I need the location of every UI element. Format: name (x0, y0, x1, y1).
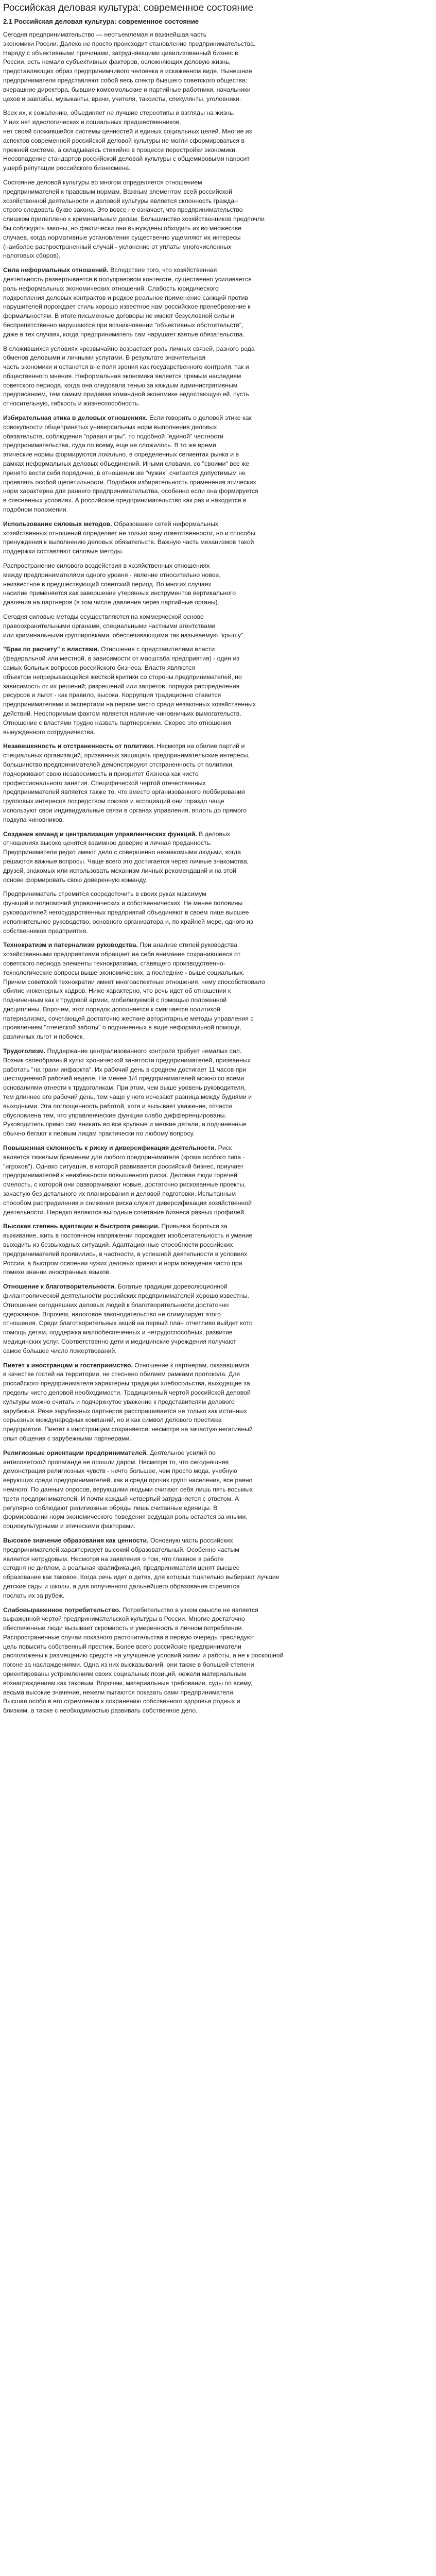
paragraph-text: Привычка бороться за выживание, жить в постоянном напряжении порождает изобретательность и умение выходить из безвыходных ситуаций. Адаптационные способности российских предпринимателей проявились, в частности, в успешной деятельности в условиях России, а быстром освоении чужих деловых правил и норм поведения часто при помехе знании иностранных языков. (3, 1223, 253, 1276)
paragraph-text: Отношение к партнерам, оказавшимся в качестве гостей на территории, не стеснено обилием рамками протокола. Для российского предпринимателя характерны традиции хлебосольства, выходящие за пределы чисто деловой необходимости. Традиционный чертой российской деловой культуры можно считать и подчеркнутое уважение к представителям делового зарубежья. Реже зарубежных партнеров расспрашивается не только как истинных серьезных международных компаний, но и как символ делового престижа предприятия. Пиетет к иностранцам сохраняется, несмотря на зачастую негативный опыт общения с зарубежными партнерами. (3, 1361, 253, 1442)
paragraph-lead: Высокая степень адаптации и быстрота реакции. (3, 1223, 160, 1230)
paragraph-text: Поддержание централизованного контроля требует немалых сил. Возник своеобразный культ хронической занятости предпринимателей, призванных работать "на грани инфаркта". Их рабочий день в среднем достигает 11 часов при шестидневной рабочей неделе. Не менее 1/4 предпринимателей можно со всеми основаниями отнести к трудоголикам. При этом, чем выше уровень руководителя, тем длиннее его рабочий день, тем чаще у него исчезают разница между буднями и выходными. Эта поглощенность работой, хотя и вызывает уважение, отчасти обусловлена тем, что управленческие функции слабо дифференцированы. Руководитель прямо сам вникать во все крупные и мелкие детали, а подчиненные обычно бегают к первым лицам практически по любому вопросу. (3, 1047, 252, 1138)
paragraph (3, 178, 432, 261)
paragraph (3, 1222, 432, 1277)
paragraph-lead: "Брак по расчету" с властями. (3, 646, 99, 653)
paragraph-lead: Использование силовых методов. (3, 520, 112, 528)
paragraph-lead: Повышенная склонность к риску и диверсификация деятельности. (3, 1144, 217, 1152)
paragraph-text: Если говорить о деловой этике как совокупности общепринятых универсальных норм выполнения деловых обязательств, соблюдения "правил игры", то подобной "единой" честности предпринимательства, суда по всему, еще не сложилось. В то же время этические нормы формируются локально, в определенных сегментах рынка и в рамках неформальных деловых объединений. Иными словами, со "своими" все же принято вести себя порядочно, в отношении же "чужих" считается допустимым не проявлять особой щепетильности. Подобная избирательность применения этических норм характерна для раннего предпринимательства, особенно если она формируется в стесненных условиях. А российское предпринимательство как раз и находится в подобном положении. (3, 414, 258, 514)
paragraph (3, 830, 432, 885)
paragraph-text: Сегодня предпринимательство — неотъемлемая и важнейшая часть экономики России. Далеко не просто происходит становление предпринимательства. Наряду с объективными причинами, затрудняющими цивилизованный бизнес в России, есть немало субъективных факторов, осложняющих деловую жизнь, представляющих образ предпринимчивого человека в искаженном виде. Нынешние предприниматели представляют собой весь спектр бывшего советского общества: вчерашние директора, бывшие комсомольские и партийные работники, начальники цехов и завлабы, музыканты, врачи, учителя, таксисты, спекулянты, уголовники. (3, 31, 256, 103)
paragraph-lead: Религиозные ориентации предпринимателей. (3, 1449, 148, 1456)
paragraph-text: Потребительство в узком смысле не является выраженной чертой предпринимательской культуры в России. Многие достаточно обеспеченные люди вызывает скромность и умеренность в личном потреблении. Распространенные случаи показного расточительства в первую очередь преследуют цель повысить собственный престиж. Более всего российские предприниматели расположены к размещению средств на улучшение условий жизни и работы, а не к роскошной погоне за наслаждениями. Одна из них высказываний, они также в большей степени ориентированы устремлениям своих социальных позиций, нежели материальным вознаграждениям как таковым. Впрочем, материальные требования, суды по всему, весьма высокие значение, нежели пытаются показать сами предприниматели. Высшая особо в его стремлении к сохранению собственного здоровья родных и близким, а также с необходимостью развивать собственное дело. (3, 1606, 284, 1715)
paragraph (3, 941, 432, 1042)
paragraph-text: Распространение силового воздействия в хозяйственных отношениях между предпринимателями одного уровня - явление относительно новое, неизвестное в предшествующий советский период. Во многих случаях насилие применяется как завершение утерянных инструментов вертикального давления на партнеров (в том числе давления через партийные органы). (3, 562, 236, 606)
paragraph-lead: Технократизм и патернализм руководства. (3, 941, 138, 949)
paragraph (3, 645, 432, 737)
paragraph (3, 414, 432, 515)
paragraph (3, 890, 432, 936)
paragraph-lead: Избирательная этика в деловых отношениях. (3, 414, 148, 422)
paragraph-text: Риск является тяжелым бременем для любого предпринимателя (кроме особого типа - "игроков"). Однако ситуация, в которой развивается российский бизнес, приучает предпринимателей к неизбежности повышенного риска. Деловая люди горячей смелость, с которой они разворачивают новые, достаточно рискованные проекты, зачастую без детального их планирования и деловой подготовки. Испытанным способом распределения и снижения риска служит диверсификация хозяйственной деятельности. Нередко являются выгодные сочетание бизнеса разных профилей. (3, 1144, 252, 1216)
paragraph (3, 1449, 432, 1531)
paragraph-lead: Отношение к благотворительности. (3, 1283, 116, 1291)
paragraph-lead: Незавешенность и отстраненность от политики. (3, 742, 155, 750)
paragraph-text: Образование сетей неформальных хозяйственных отношений определяет не только зону ответственности, но и способы принуждения к выполнению деловых обязательств. Важную часть механизмов такой поддержки составляют силовые методы. (3, 520, 255, 555)
paragraph (3, 1536, 432, 1601)
paragraph-text: Сегодня силовые методы осуществляются на коммерческой основе правоохранительными органами, специальными частными агентствами или криминальными группировками, обеспечивающими так называемую "крышу". (3, 613, 245, 639)
paragraph (3, 109, 432, 173)
paragraph-text: При анализе стилей руководства хозяйственными предприятиями обращает на себя внимание сохранившееся от советского периода элементы технократизма, ставящего производственно- технологические вопросы выше экономических, а последние - выше социальных. Причем советской технократии имеет многоаспектные отношения, чему способствовало обилие инженерных кадров. Ниже характерно, что речь идет об отношении к подчиненным как к трудовой армии, мобилизуемой с помощью положенной дисциплины. Впрочем, этот порядок дополняется к смягчается политикой патернализма, сочетающей достаточно жесткие авторитарные методы управления с проявлением "отеческой заботы" о подчиненных в виде неформальной помощи, различных льгот и побочек. (3, 941, 265, 1041)
paragraph (3, 613, 432, 640)
paragraph (3, 1047, 432, 1139)
paragraph (3, 1144, 432, 1217)
paragraph-lead: Пиетет к иностранцам и гостеприимство. (3, 1361, 133, 1369)
paragraph-text: Всех их, к сожалению, объединяет не лучшие стереотипы и взгляды на жизнь. У них нет идеологических и социальных предшественников, нет своей сложившейся системы ценностей и единых социальных целей. Многие из аспектов современной российской деловой культуры не могли сформироваться в прежней системе, а складываясь стихийно в процессе перестройки экономики. Несовпадение стандартов российской деловой культуры с общемировыми наносит ущерб репутации российского бизнесмена. (3, 109, 252, 172)
paragraph-lead: Сила неформальных отношений. (3, 266, 109, 274)
paragraph-lead: Высокое значение образования как ценности. (3, 1536, 149, 1544)
paragraph (3, 520, 432, 556)
paragraph (3, 562, 432, 607)
paragraph-text: В сложившихся условиях чрезвычайно возрастает роль личных связей, разного рода обменов деловыми и личными услугами. В результате значительная часть экономики и останется вне поля зрения как государственного контроля, так и общественного мнения. Неформальная экономика является прямым наследием советского периода, когда она следовала тенью за каждым административным предписанием, тем самым придавая командной экономике недостающую ей, пусть относительную, гибкость и жизнеспособность. (3, 345, 255, 408)
paragraph-lead: Трудоголизм. (3, 1047, 46, 1055)
paragraph (3, 1282, 432, 1355)
paragraph-text: Вследствие того, что хозяйственная деятельность развертывается в полуправовом контексте, существенно усиливается роль неформальных экономических отношений. Слабость юридического подкрепления деловых контрактов и редкое реальное применение санкций против нарушителей порождает стиль хорошо известное нам российское пренебрежение к формальностям. В итоге письменные договоры не имеют безусловной силы и беспрепятственно нарушаются при возникновении "объективных обстоятельств", даже в тех случаях, когда предприниматель сам нарушает взятые обязательства. (3, 266, 252, 338)
paragraph-lead: Создание команд и централизация управленческих функций. (3, 830, 197, 838)
paragraph-text: В деловых отношениях высоко ценятся взаимное доверие и личная преданность. Предприниматели редко имеют дело с совершенно незнакомыми людьми, когда решаются важные вопросы. Чаще всего это достигается через личные знакомства, друзей, знакомых или использовать механизм личных рекомендаций и на этой основе формировать свою доверенную команду. (3, 830, 249, 884)
article (0, 2, 436, 1716)
paragraph-text: Основную часть российских предпринимателей характеризует высокий образовательный. Особенно частым является нетрудовым. Несмотря на заявления о том, что главное в работе сегодня не диплом, а реальная квалификация, предприниматели ценят высшее образование как таковое. Когда речь идет о детях, для которых тщательно выбирают лучшие детские сады и школы, а для полученного дальнейшего образования стремятся послать их за рубеж. (3, 1536, 280, 1599)
paragraph (3, 345, 432, 409)
article-body (3, 30, 432, 1716)
page-title: Российская деловая культура: современное состояние (3, 3, 254, 13)
paragraph (3, 30, 432, 104)
paragraph (3, 1361, 432, 1444)
paragraph (3, 742, 432, 824)
paragraph-text: Несмотря на обилие партий и специальных организаций, призванных защищать предпринимательские интересы, большинство предпринимателей демонстрируют отстраненность от политики, подчеркивают свою незавесимость и приоритет бизнеса как чисто профессионального занятия. Специфической чертой отечественных предпринимателей является также то, что вместо организованного лоббирования групповых интересов посредством союзов и ассоциаций они гораздо чаще используют свои индивидуальные связи в органах управления, вплоть до прямого подкупа чиновников. (3, 742, 250, 823)
paragraph (3, 266, 432, 339)
paragraph-text: Предприниматель стремится сосредоточить в своих руках максимум функций и полномочий управленческих и собственнических. Не менее половины руководителей негосударственных предприятий объединяют в своем лице высшее исполнительное руководство, основного организатора и, по крайней мере, одного из собственников предприятия. (3, 890, 253, 935)
paragraph-text: Богатые традиции дореволюционной филантропической деятельности российских предпринимателей хорошо известны. Отношение сегодняшних деловых людей к благотворительности достаточно сдержанное. Впрочем, налоговое законодательство не стимулирует этого отношения. Среди благотворительных акций на первый план отчетливо выйдет кото помощь детям, поддержка малообеспеченных и нетрудоспособных, развитие медицинских услуг. Соответственно дети и медицинские учреждения получают самое большее число пожертвований. (3, 1283, 253, 1354)
paragraph-text: Деятельное усилий по антисоветской пропаганде не прошли даром. Несмотря то, что сегодняшняя демонстрация религиозных чувств - нечто большее, чем просто мода, учебную верующих среди предпринимателей, как и среди прочих групп населения, все равно немного. По данным опросов, верующими людьми считают себя лишь пять восьмых трети предпринимателей. И почти каждый четвертый затрудняется с ответом. А регулярно соблюдают религиозные обряды лишь считанные единицы. В формировании норм экономического поведения ведущая роль остается за иными, социокультурными и этическими факторами. (3, 1449, 253, 1530)
section-heading: 2.1 Российская деловая культура: современное состояние (3, 18, 199, 25)
paragraph-text: Состояние деловой культуры во многом определяется отношением предпринимателей к правовым нормам. Важным элементом всей российской хозяйственной деятельности и деловой культуры является склонность граждан строго следовать букве закона. Это вовсе не означает, что предпринимательство слишком прилеплено к криминальным делам. Большинство хозяйственников предпочли бы соблюдать законы, но фактически они вынуждены обходить их во множестве случаев, когда нормативные установления существенно ущемляют их интересы (наиболее распространенный случай - уклонение от уплаты многочисленных налоговых сборов). (3, 178, 265, 260)
paragraph-text: Отношения с представителями власти (федеральной или местной, в зависимости от масштаба предприятия) - один из самых больных вопросов российского бизнеса. Власти являются объектом непрерывающейся жесткой критики со стороны предпринимателей, но зависимость от их решений; разрешений или запретов, порядка распределения ресурсов и льгот - как правило, высока. Коррупция традиционно ставится предпринимателями и экспертами на первое место среди незаконных хозяйственных действий. Неоспоримым фактом является наличие чиновничьих вымогательств. Отношение с властями трудно назвать партнерскими. Скорее это отношения вынужденного сотрудничества. (3, 646, 256, 736)
paragraph (3, 1606, 432, 1716)
paragraph-lead: Слабовыраженное потребительство. (3, 1606, 121, 1614)
